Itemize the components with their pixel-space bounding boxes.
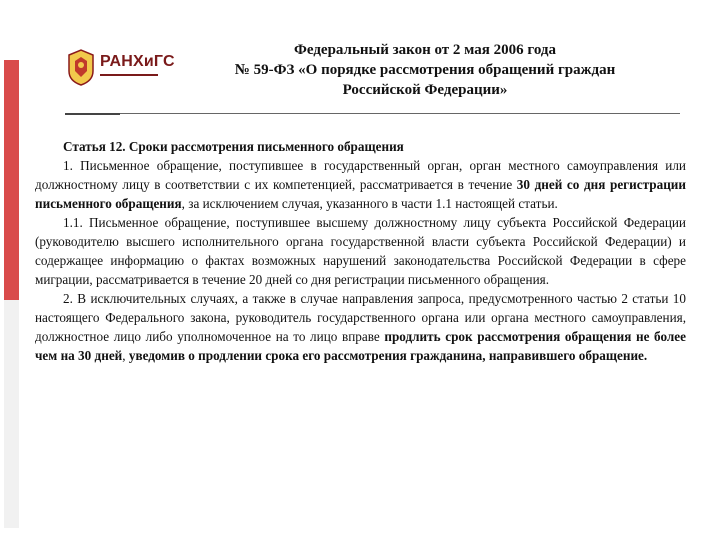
crest-icon bbox=[66, 47, 96, 87]
logo bbox=[66, 47, 175, 87]
p1-text-a: 1. Письменное обращение, поступившее в государственный орган, орган местного самоуправления или должностному лицу в соответствии с их компетенцией, рассматривается в течение bbox=[35, 158, 686, 192]
p3-text-a: 2. В исключительных случаях, а также в случае направления запроса, предусмотренного частью 2 статьи 10 настоящего Федерального закона, руководитель государственного органа или органа местного самоуправления, должностное лицо либо уполномоченное на то лицо вправе bbox=[35, 291, 686, 344]
p1-text-c: , за исключением случая, указанного в части 1.1 настоящей статьи. bbox=[181, 196, 558, 211]
title-line-2: № 59-ФЗ «О порядке рассмотрения обращений граждан bbox=[234, 62, 616, 78]
divider-short bbox=[65, 113, 120, 115]
side-decoration bbox=[0, 0, 22, 540]
divider-long bbox=[120, 113, 680, 114]
logo-text: РАНХиГС bbox=[100, 53, 175, 70]
article-title: Статья 12. Сроки рассмотрения письменного обращения bbox=[63, 139, 404, 154]
paragraph-2 bbox=[35, 289, 686, 365]
p3-bold-2: уведомив о продлении срока его рассмотрения гражданина, направившего обращение. bbox=[128, 348, 648, 363]
title-line-3: Российской Федерации» bbox=[342, 82, 508, 98]
p3-text-c: , bbox=[122, 348, 129, 363]
logo-underline bbox=[100, 74, 158, 76]
side-bar-red bbox=[4, 60, 19, 300]
paragraph-1-1: 1.1. Письменное обращение, поступившее высшему должностному лицу субъекта Российской Федерации (руководителю высшего исполнительного органа государственной власти субъекта Российской Федерации) и содержащее информацию о фактах возможных нарушений законодательства Российской Федерации в сфере миграции, рассматривается в течение 20 дней со дня регистрации письменного обращения. bbox=[35, 215, 686, 287]
p3-bold-1: продлить срок рассмотрения обращения не более чем на 30 дней bbox=[35, 329, 686, 363]
p1-bold: 30 дней со дня регистрации письменного обращения bbox=[35, 177, 686, 211]
title-line-1: Федеральный закон от 2 мая 2006 года bbox=[293, 42, 557, 58]
side-bar-light bbox=[4, 300, 19, 528]
paragraph-1 bbox=[35, 156, 686, 213]
article-body bbox=[35, 137, 686, 365]
page-title bbox=[180, 40, 670, 100]
